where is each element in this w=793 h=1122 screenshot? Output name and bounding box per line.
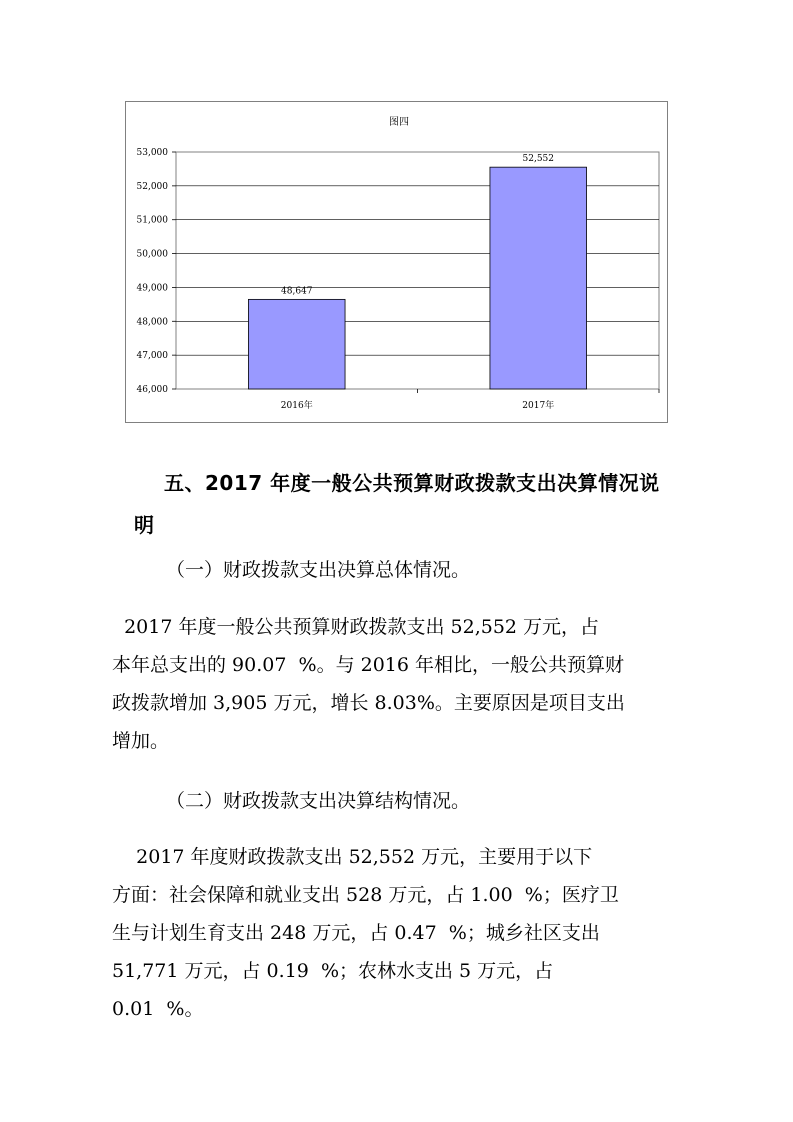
paragraph-line: 0.01 %。: [112, 998, 204, 1020]
x-tick-label: 2016年: [280, 401, 313, 411]
part2-paragraph: [112, 838, 687, 1028]
bar: [248, 299, 345, 389]
y-tick-label: 51,000: [136, 215, 168, 226]
bar: [490, 167, 587, 389]
bar-value-label: 52,552: [522, 154, 554, 165]
chart-title: 图四: [389, 117, 409, 128]
paragraph-line: 2017 年度一般公共预算财政拨款支出 52,552 万元，占: [112, 616, 600, 638]
bar-value-label: 48,647: [281, 286, 313, 297]
y-tick-label: 48,000: [136, 317, 168, 328]
y-tick-label: 47,000: [136, 351, 168, 362]
part1-paragraph: [112, 608, 687, 760]
bar-chart: [125, 101, 668, 423]
y-tick-label: 53,000: [136, 148, 168, 158]
paragraph-line: 本年总支出的 90.07 %。与 2016 年相比，一般公共预算财: [112, 654, 624, 676]
x-tick-label: 2017年: [522, 401, 555, 411]
paragraph-line: 增加。: [112, 730, 170, 752]
section-title-line: 明: [134, 513, 155, 537]
y-tick-label: 49,000: [136, 283, 168, 294]
chart-canvas: [126, 102, 669, 424]
section-title-line: 五、2017 年度一般公共预算财政拨款支出决算情况说: [164, 471, 660, 495]
paragraph-line: 51,771 万元，占 0.19 %；农林水支出 5 万元，占: [112, 960, 554, 982]
y-tick-label: 52,000: [136, 181, 168, 192]
part2-heading: （二）财政拨款支出决算结构情况。: [166, 790, 471, 812]
paragraph-line: 2017 年度财政拨款支出 52,552 万元，主要用于以下: [112, 846, 593, 868]
paragraph-line: 政拨款增加 3,905 万元，增长 8.03%。主要原因是项目支出: [112, 692, 625, 714]
paragraph-line: 生与计划生育支出 248 万元，占 0.47 %；城乡社区支出: [112, 922, 600, 944]
y-tick-label: 46,000: [136, 385, 168, 395]
y-tick-label: 50,000: [136, 249, 168, 260]
part1-heading: （一）财政拨款支出决算总体情况。: [166, 559, 471, 581]
section-title: [134, 462, 694, 546]
paragraph-line: 方面：社会保障和就业支出 528 万元，占 1.00 %；医疗卫: [112, 884, 619, 906]
